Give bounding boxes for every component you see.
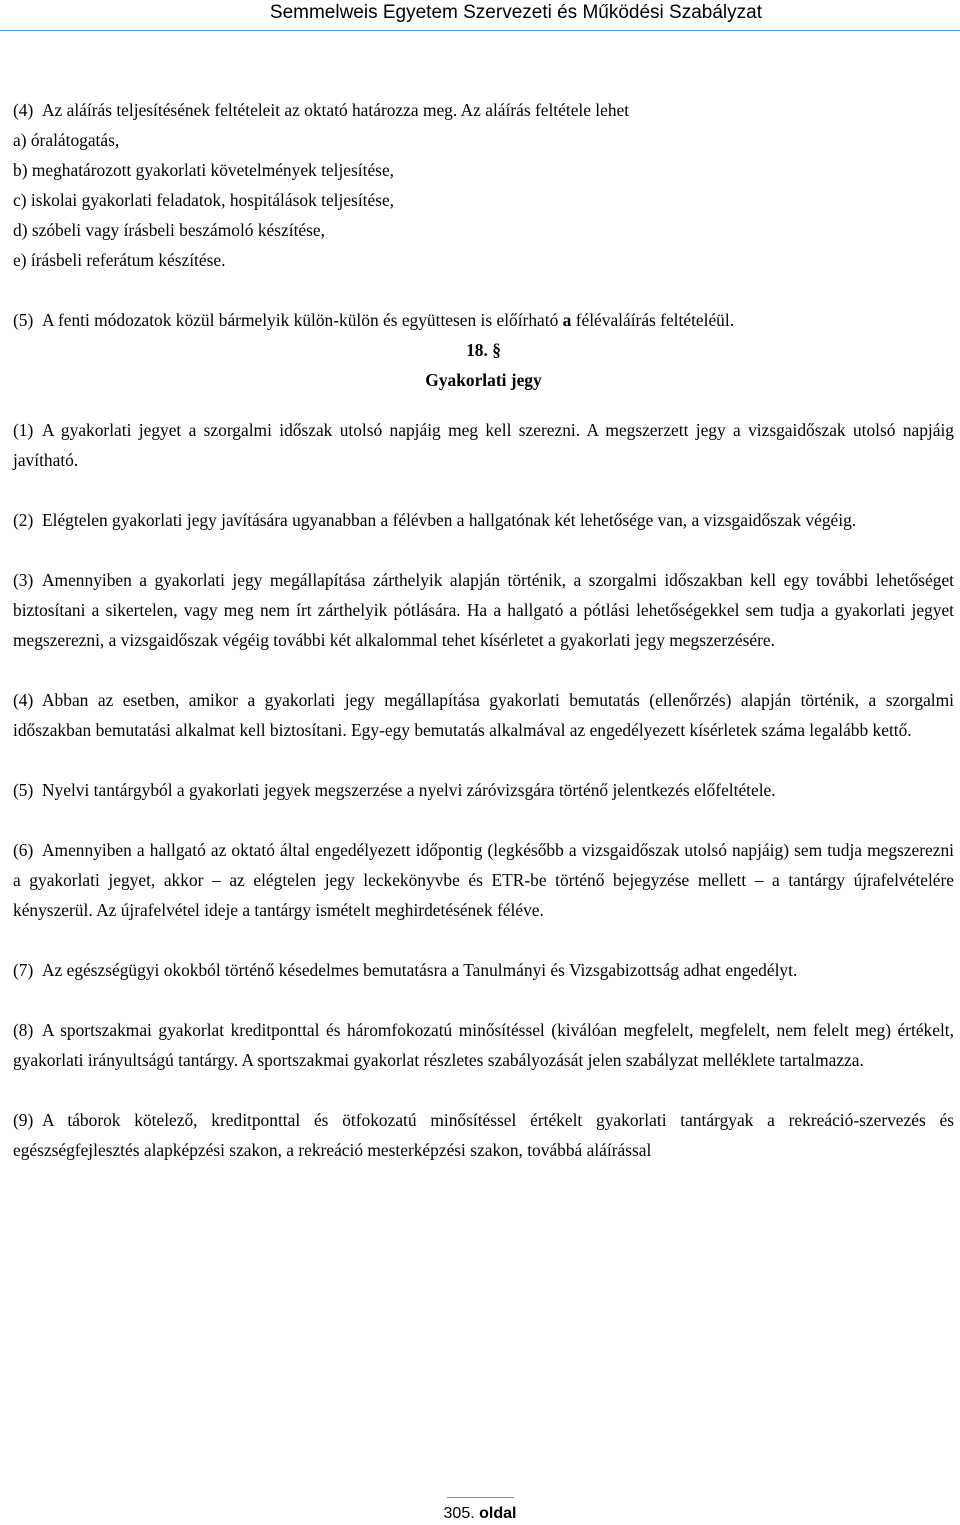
paragraph-text: Amennyiben a hallgató az oktató által engedélyezett időpontig (legkésőbb a vizsgaidőszak utolsó napjáig) sem tudja megszerezni a gyakorlati jegyet, akkor – az elégtelen jegy leckekönyvbe és ETR-be történő bejegyzése mellett – a tantárgy újrafelvételére kényszerül. Az újrafelvétel ideje a tantárgy ismételt meghirdetésének féléve. [13, 840, 954, 920]
list-item: b) meghatározott gyakorlati követelmények teljesítése, [13, 160, 395, 180]
paragraph-text: félévaláírás feltételéül. [571, 310, 735, 330]
paragraph-number: (7) [13, 960, 34, 980]
page-number: 305. [443, 1505, 475, 1522]
paragraph-text: Az egészségügyi okokból történő késedelmes bemutatásra a Tanulmányi és Vizsgabizottság adhat engedélyt. [42, 960, 798, 980]
paragraph-text: Elégtelen gyakorlati jegy javítására ugyanabban a félévben a hallgatónak két lehetősége van, a vizsgaidőszak végéig. [42, 510, 857, 530]
paragraph-9 [13, 1105, 954, 1165]
page-footer [0, 1504, 960, 1524]
list-item: c) iskolai gyakorlati feladatok, hospitálások teljesítése, [13, 190, 395, 210]
paragraph-number: (4) [13, 100, 34, 120]
paragraph-text: A sportszakmai gyakorlat kreditponttal és háromfokozatú minősítéssel (kiválóan megfelelt, megfelelt, nem felelt meg) értékelt, gyakorlati irányultságú tantárgy. A sportszakmai gyakorlat részletes szabályozását jelen szabályzat melléklete tartalmazza. [13, 1020, 954, 1070]
page-header [0, 0, 960, 30]
paragraph-text: A gyakorlati jegyet a szorgalmi időszak utolsó napjáig meg kell szerezni. A megszerzett jegy a vizsgaidőszak utolsó napjáig javítható. [13, 420, 954, 470]
paragraph-number: (6) [13, 840, 34, 860]
header-title: Semmelweis Egyetem Szervezeti és Működési Szabályzat [269, 2, 762, 23]
condition-list [13, 125, 954, 275]
header-divider [0, 30, 960, 31]
paragraph-text: Amennyiben a gyakorlati jegy megállapítása zárthelyik alapján történik, a szorgalmi időszakban kell egy további lehetőséget biztosítani a sikertelen, vagy meg nem írt zárthelyik pótlására. Ha a hallgató a pótlási lehetőségekkel sem tudja a gyakorlati jegyet megszerezni, a vizsgaidőszak végéig további két alkalommal tehet kísérletet a gyakorlati jegy megszerzésére. [13, 570, 954, 650]
paragraph-text: Az aláírás teljesítésének feltételeit az oktató határozza meg. Az aláírás feltétele lehet [42, 100, 630, 120]
paragraph-text: Abban az esetben, amikor a gyakorlati jegy megállapítása gyakorlati bemutatás (ellenőrzés) alapján történik, a szorgalmi időszakban bemutatási alkalmat kell biztosítani. Egy-egy bemutatás alkalmával az engedélyezett kísérletek száma legalább kettő. [13, 690, 954, 740]
paragraph-text: A fenti módozatok közül bármelyik külön-külön és együttesen is előírható [42, 310, 563, 330]
paragraph-4 [13, 685, 954, 745]
section-number: 18. § [466, 340, 501, 360]
footer-divider [447, 1497, 514, 1498]
paragraph-number: (8) [13, 1020, 34, 1040]
list-item: d) szóbeli vagy írásbeli beszámoló készítése, [13, 220, 325, 240]
paragraph-prev-5 [13, 305, 954, 335]
paragraph-6 [13, 835, 954, 925]
paragraph-7 [13, 955, 954, 985]
paragraph-text: A táborok kötelező, kreditponttal és ötfokozatú minősítéssel értékelt gyakorlati tantárgyak a rekreáció-szervezés és egészségfejlesztés alapképzési szakon, a rekreáció mesterképzési szakon, továbbá aláírással [13, 1110, 954, 1160]
paragraph-text: Nyelvi tantárgyból a gyakorlati jegyek megszerzése a nyelvi záróvizsgára történő jelentkezés előfeltétele. [42, 780, 776, 800]
page-label: oldal [479, 1505, 517, 1522]
paragraph-prev-4 [13, 95, 954, 125]
section-title: Gyakorlati jegy [425, 370, 542, 390]
paragraph-5 [13, 775, 954, 805]
paragraph-1 [13, 415, 954, 475]
paragraph-bold-text: a [562, 310, 572, 330]
section-symbol: § [492, 340, 501, 360]
paragraph-number: (4) [13, 690, 34, 710]
paragraph-number: (3) [13, 570, 34, 590]
paragraph-number: (5) [13, 780, 34, 800]
list-item: e) írásbeli referátum készítése. [13, 250, 226, 270]
paragraph-number: (2) [13, 510, 34, 530]
paragraph-3 [13, 565, 954, 655]
paragraph-number: (1) [13, 420, 34, 440]
paragraph-number: (5) [13, 310, 34, 330]
paragraph-number: (9) [13, 1110, 34, 1130]
document-body [13, 95, 954, 1165]
paragraph-8 [13, 1015, 954, 1075]
paragraph-2 [13, 505, 954, 535]
list-item: a) óralátogatás, [13, 130, 120, 150]
